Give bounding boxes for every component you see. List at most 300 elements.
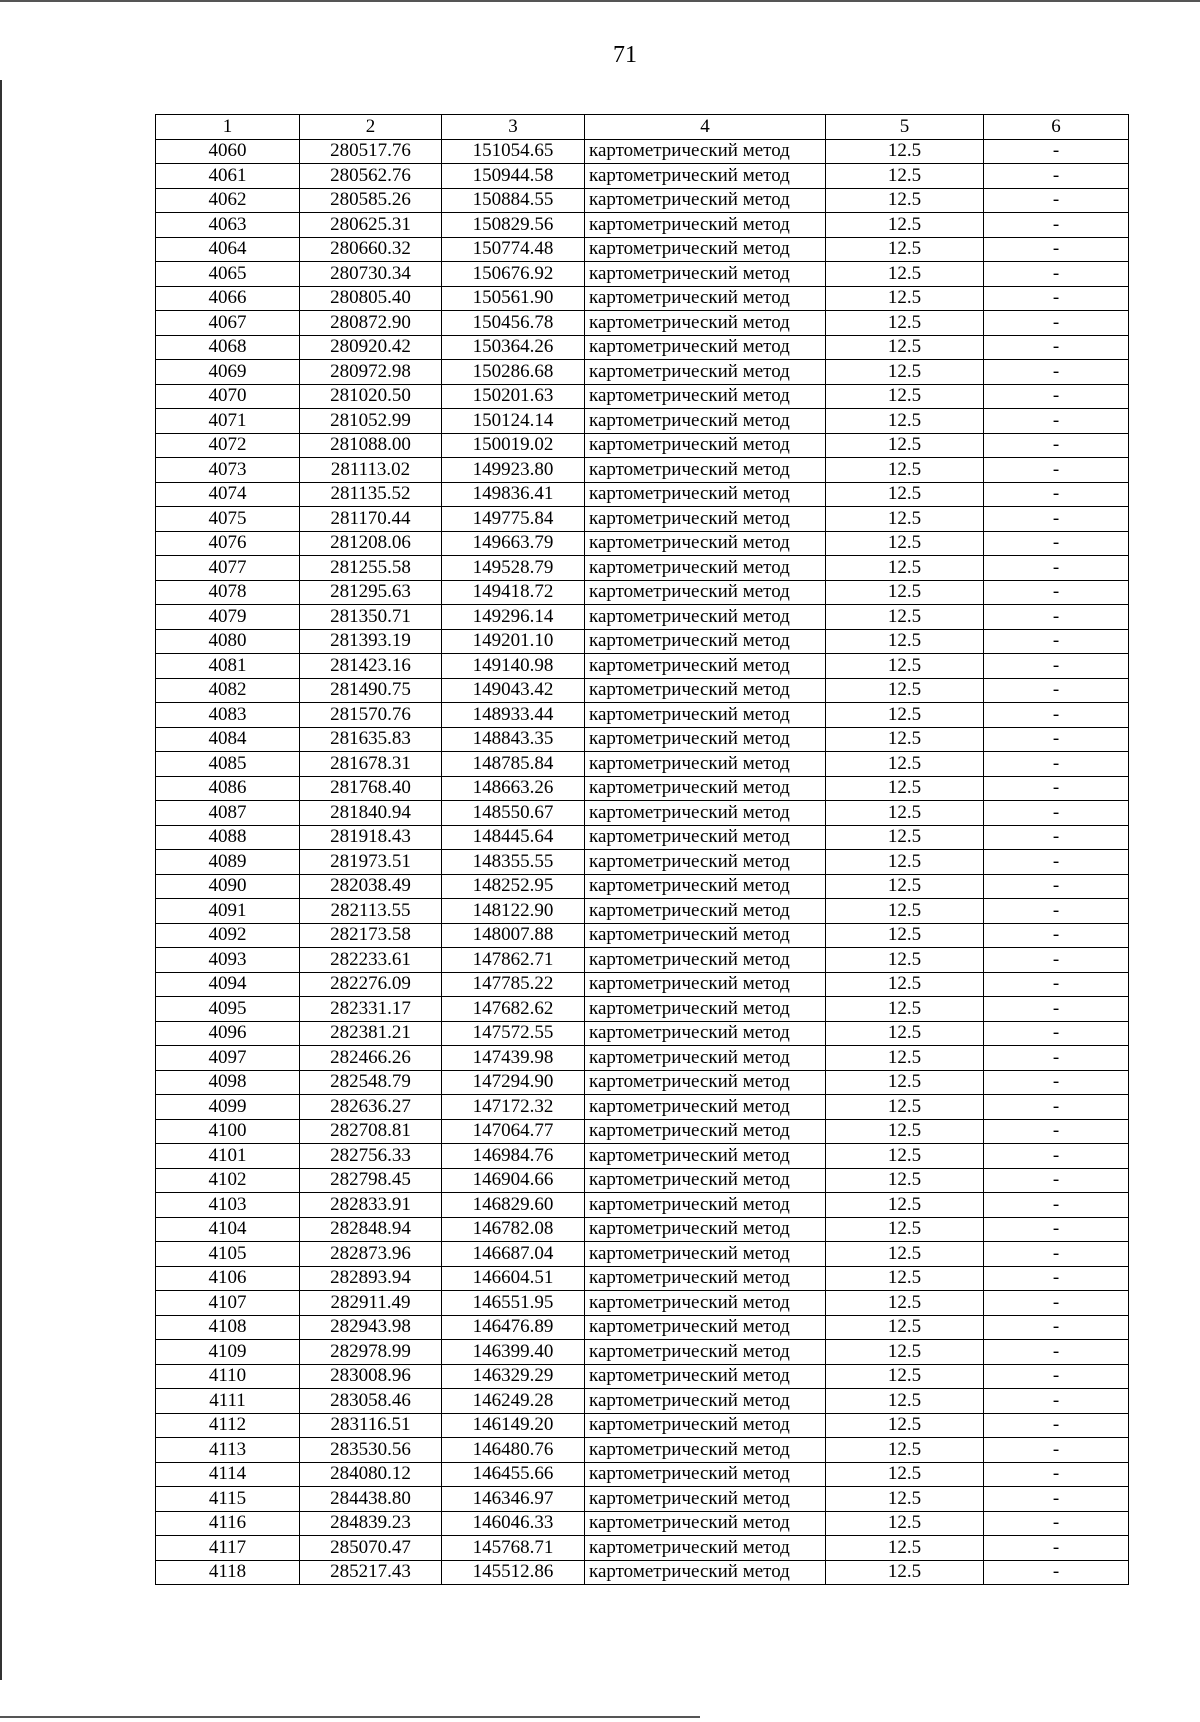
dash-cell: - — [984, 1193, 1129, 1218]
header-cell-6: 6 — [984, 115, 1129, 140]
accuracy-cell: 12.5 — [826, 1560, 984, 1585]
accuracy-cell: 12.5 — [826, 997, 984, 1022]
x-coordinate-cell: 280972.98 — [300, 360, 442, 385]
header-cell-4: 4 — [585, 115, 826, 140]
point-number-cell: 4080 — [156, 629, 300, 654]
table-row — [156, 1046, 1129, 1071]
method-cell: картометрический метод — [585, 335, 826, 360]
y-coordinate-cell: 148445.64 — [442, 825, 585, 850]
accuracy-cell: 12.5 — [826, 1315, 984, 1340]
dash-cell: - — [984, 507, 1129, 532]
table-row — [156, 678, 1129, 703]
method-cell: картометрический метод — [585, 237, 826, 262]
table-row — [156, 1291, 1129, 1316]
method-cell: картометрический метод — [585, 139, 826, 164]
x-coordinate-cell: 281570.76 — [300, 703, 442, 728]
y-coordinate-cell: 149836.41 — [442, 482, 585, 507]
x-coordinate-cell: 282756.33 — [300, 1144, 442, 1169]
dash-cell: - — [984, 139, 1129, 164]
y-coordinate-cell: 149418.72 — [442, 580, 585, 605]
x-coordinate-cell: 282173.58 — [300, 923, 442, 948]
x-coordinate-cell: 282873.96 — [300, 1242, 442, 1267]
y-coordinate-cell: 146046.33 — [442, 1511, 585, 1536]
point-number-cell: 4093 — [156, 948, 300, 973]
method-cell: картометрический метод — [585, 556, 826, 581]
table-row — [156, 1340, 1129, 1365]
point-number-cell: 4065 — [156, 262, 300, 287]
table-row — [156, 1438, 1129, 1463]
table-row — [156, 311, 1129, 336]
method-cell: картометрический метод — [585, 507, 826, 532]
table-row — [156, 923, 1129, 948]
point-number-cell: 4110 — [156, 1364, 300, 1389]
dash-cell: - — [984, 1487, 1129, 1512]
x-coordinate-cell: 282636.27 — [300, 1095, 442, 1120]
dash-cell: - — [984, 727, 1129, 752]
accuracy-cell: 12.5 — [826, 556, 984, 581]
table-row — [156, 384, 1129, 409]
y-coordinate-cell: 150364.26 — [442, 335, 585, 360]
point-number-cell: 4090 — [156, 874, 300, 899]
table-row — [156, 262, 1129, 287]
x-coordinate-cell: 282833.91 — [300, 1193, 442, 1218]
x-coordinate-cell: 282381.21 — [300, 1021, 442, 1046]
point-number-cell: 4112 — [156, 1413, 300, 1438]
y-coordinate-cell: 150019.02 — [442, 433, 585, 458]
accuracy-cell: 12.5 — [826, 605, 984, 630]
y-coordinate-cell: 146480.76 — [442, 1438, 585, 1463]
method-cell: картометрический метод — [585, 678, 826, 703]
x-coordinate-cell: 282911.49 — [300, 1291, 442, 1316]
table-row — [156, 1560, 1129, 1585]
method-cell: картометрический метод — [585, 605, 826, 630]
accuracy-cell: 12.5 — [826, 923, 984, 948]
point-number-cell: 4086 — [156, 776, 300, 801]
y-coordinate-cell: 148122.90 — [442, 899, 585, 924]
x-coordinate-cell: 281393.19 — [300, 629, 442, 654]
y-coordinate-cell: 147682.62 — [442, 997, 585, 1022]
dash-cell: - — [984, 1266, 1129, 1291]
point-number-cell: 4099 — [156, 1095, 300, 1120]
dash-cell: - — [984, 1413, 1129, 1438]
dash-cell: - — [984, 1119, 1129, 1144]
dash-cell: - — [984, 188, 1129, 213]
accuracy-cell: 12.5 — [826, 458, 984, 483]
method-cell: картометрический метод — [585, 1242, 826, 1267]
x-coordinate-cell: 281918.43 — [300, 825, 442, 850]
y-coordinate-cell: 148550.67 — [442, 801, 585, 826]
method-cell: картометрический метод — [585, 1144, 826, 1169]
header-cell-1: 1 — [156, 115, 300, 140]
point-number-cell: 4104 — [156, 1217, 300, 1242]
dash-cell: - — [984, 1462, 1129, 1487]
method-cell: картометрический метод — [585, 531, 826, 556]
x-coordinate-cell: 280920.42 — [300, 335, 442, 360]
dash-cell: - — [984, 801, 1129, 826]
y-coordinate-cell: 148785.84 — [442, 752, 585, 777]
dash-cell: - — [984, 335, 1129, 360]
accuracy-cell: 12.5 — [826, 1070, 984, 1095]
method-cell: картометрический метод — [585, 1168, 826, 1193]
table-row — [156, 213, 1129, 238]
method-cell: картометрический метод — [585, 1536, 826, 1561]
accuracy-cell: 12.5 — [826, 678, 984, 703]
method-cell: картометрический метод — [585, 384, 826, 409]
dash-cell: - — [984, 1560, 1129, 1585]
dash-cell: - — [984, 286, 1129, 311]
dash-cell: - — [984, 923, 1129, 948]
point-number-cell: 4082 — [156, 678, 300, 703]
accuracy-cell: 12.5 — [826, 899, 984, 924]
table-row — [156, 458, 1129, 483]
x-coordinate-cell: 282233.61 — [300, 948, 442, 973]
method-cell: картометрический метод — [585, 1021, 826, 1046]
point-number-cell: 4100 — [156, 1119, 300, 1144]
point-number-cell: 4069 — [156, 360, 300, 385]
y-coordinate-cell: 150286.68 — [442, 360, 585, 385]
scan-edge-left — [0, 80, 2, 1680]
method-cell: картометрический метод — [585, 1046, 826, 1071]
x-coordinate-cell: 281113.02 — [300, 458, 442, 483]
dash-cell: - — [984, 531, 1129, 556]
y-coordinate-cell: 145512.86 — [442, 1560, 585, 1585]
point-number-cell: 4077 — [156, 556, 300, 581]
accuracy-cell: 12.5 — [826, 1438, 984, 1463]
method-cell: картометрический метод — [585, 1413, 826, 1438]
dash-cell: - — [984, 213, 1129, 238]
y-coordinate-cell: 148252.95 — [442, 874, 585, 899]
y-coordinate-cell: 146329.29 — [442, 1364, 585, 1389]
dash-cell: - — [984, 874, 1129, 899]
dash-cell: - — [984, 1144, 1129, 1169]
dash-cell: - — [984, 1389, 1129, 1414]
x-coordinate-cell: 283008.96 — [300, 1364, 442, 1389]
y-coordinate-cell: 149043.42 — [442, 678, 585, 703]
table-body — [156, 139, 1129, 1585]
y-coordinate-cell: 146604.51 — [442, 1266, 585, 1291]
y-coordinate-cell: 146249.28 — [442, 1389, 585, 1414]
y-coordinate-cell: 147064.77 — [442, 1119, 585, 1144]
point-number-cell: 4109 — [156, 1340, 300, 1365]
method-cell: картометрический метод — [585, 1217, 826, 1242]
point-number-cell: 4072 — [156, 433, 300, 458]
accuracy-cell: 12.5 — [826, 311, 984, 336]
accuracy-cell: 12.5 — [826, 335, 984, 360]
x-coordinate-cell: 282798.45 — [300, 1168, 442, 1193]
y-coordinate-cell: 145768.71 — [442, 1536, 585, 1561]
header-cell-5: 5 — [826, 115, 984, 140]
method-cell: картометрический метод — [585, 972, 826, 997]
y-coordinate-cell: 150829.56 — [442, 213, 585, 238]
y-coordinate-cell: 148663.26 — [442, 776, 585, 801]
accuracy-cell: 12.5 — [826, 286, 984, 311]
coordinates-table — [155, 114, 1129, 1585]
accuracy-cell: 12.5 — [826, 1193, 984, 1218]
y-coordinate-cell: 149296.14 — [442, 605, 585, 630]
point-number-cell: 4087 — [156, 801, 300, 826]
point-number-cell: 4078 — [156, 580, 300, 605]
x-coordinate-cell: 285217.43 — [300, 1560, 442, 1585]
y-coordinate-cell: 146829.60 — [442, 1193, 585, 1218]
y-coordinate-cell: 150561.90 — [442, 286, 585, 311]
table-row — [156, 997, 1129, 1022]
point-number-cell: 4098 — [156, 1070, 300, 1095]
x-coordinate-cell: 280625.31 — [300, 213, 442, 238]
x-coordinate-cell: 281973.51 — [300, 850, 442, 875]
dash-cell: - — [984, 1046, 1129, 1071]
table-row — [156, 899, 1129, 924]
point-number-cell: 4070 — [156, 384, 300, 409]
accuracy-cell: 12.5 — [826, 384, 984, 409]
table-row — [156, 972, 1129, 997]
accuracy-cell: 12.5 — [826, 727, 984, 752]
point-number-cell: 4113 — [156, 1438, 300, 1463]
point-number-cell: 4107 — [156, 1291, 300, 1316]
method-cell: картометрический метод — [585, 213, 826, 238]
table-row — [156, 703, 1129, 728]
y-coordinate-cell: 150201.63 — [442, 384, 585, 409]
table-row — [156, 1511, 1129, 1536]
dash-cell: - — [984, 237, 1129, 262]
method-cell: картометрический метод — [585, 801, 826, 826]
x-coordinate-cell: 280872.90 — [300, 311, 442, 336]
table-row — [156, 874, 1129, 899]
x-coordinate-cell: 283530.56 — [300, 1438, 442, 1463]
table-row — [156, 433, 1129, 458]
method-cell: картометрический метод — [585, 850, 826, 875]
point-number-cell: 4117 — [156, 1536, 300, 1561]
accuracy-cell: 12.5 — [826, 1462, 984, 1487]
x-coordinate-cell: 281678.31 — [300, 752, 442, 777]
y-coordinate-cell: 148007.88 — [442, 923, 585, 948]
x-coordinate-cell: 282466.26 — [300, 1046, 442, 1071]
accuracy-cell: 12.5 — [826, 948, 984, 973]
accuracy-cell: 12.5 — [826, 654, 984, 679]
table-row — [156, 1487, 1129, 1512]
dash-cell: - — [984, 1070, 1129, 1095]
point-number-cell: 4085 — [156, 752, 300, 777]
dash-cell: - — [984, 580, 1129, 605]
dash-cell: - — [984, 433, 1129, 458]
table-row — [156, 482, 1129, 507]
method-cell: картометрический метод — [585, 825, 826, 850]
point-number-cell: 4116 — [156, 1511, 300, 1536]
point-number-cell: 4064 — [156, 237, 300, 262]
dash-cell: - — [984, 360, 1129, 385]
accuracy-cell: 12.5 — [826, 1046, 984, 1071]
y-coordinate-cell: 148843.35 — [442, 727, 585, 752]
table-row — [156, 776, 1129, 801]
method-cell: картометрический метод — [585, 482, 826, 507]
table-row — [156, 850, 1129, 875]
method-cell: картометрический метод — [585, 580, 826, 605]
point-number-cell: 4102 — [156, 1168, 300, 1193]
y-coordinate-cell: 146455.66 — [442, 1462, 585, 1487]
x-coordinate-cell: 281135.52 — [300, 482, 442, 507]
y-coordinate-cell: 148933.44 — [442, 703, 585, 728]
table-row — [156, 1462, 1129, 1487]
y-coordinate-cell: 146476.89 — [442, 1315, 585, 1340]
table-row — [156, 1070, 1129, 1095]
x-coordinate-cell: 284839.23 — [300, 1511, 442, 1536]
method-cell: картометрический метод — [585, 311, 826, 336]
y-coordinate-cell: 146782.08 — [442, 1217, 585, 1242]
accuracy-cell: 12.5 — [826, 703, 984, 728]
table-row — [156, 654, 1129, 679]
method-cell: картометрический метод — [585, 1193, 826, 1218]
point-number-cell: 4061 — [156, 164, 300, 189]
table-row — [156, 139, 1129, 164]
table-row — [156, 286, 1129, 311]
accuracy-cell: 12.5 — [826, 850, 984, 875]
y-coordinate-cell: 150884.55 — [442, 188, 585, 213]
x-coordinate-cell: 280805.40 — [300, 286, 442, 311]
x-coordinate-cell: 283058.46 — [300, 1389, 442, 1414]
dash-cell: - — [984, 164, 1129, 189]
y-coordinate-cell: 150456.78 — [442, 311, 585, 336]
dash-cell: - — [984, 1340, 1129, 1365]
table-row — [156, 335, 1129, 360]
point-number-cell: 4105 — [156, 1242, 300, 1267]
x-coordinate-cell: 281020.50 — [300, 384, 442, 409]
page-number: 71 — [613, 42, 637, 68]
table-row — [156, 1193, 1129, 1218]
x-coordinate-cell: 282848.94 — [300, 1217, 442, 1242]
point-number-cell: 4091 — [156, 899, 300, 924]
table-row — [156, 164, 1129, 189]
x-coordinate-cell: 281170.44 — [300, 507, 442, 532]
table-row — [156, 1095, 1129, 1120]
method-cell: картометрический метод — [585, 409, 826, 434]
y-coordinate-cell: 147439.98 — [442, 1046, 585, 1071]
table-row — [156, 1413, 1129, 1438]
y-coordinate-cell: 147294.90 — [442, 1070, 585, 1095]
table-row — [156, 1364, 1129, 1389]
dash-cell: - — [984, 629, 1129, 654]
x-coordinate-cell: 280562.76 — [300, 164, 442, 189]
point-number-cell: 4083 — [156, 703, 300, 728]
accuracy-cell: 12.5 — [826, 1266, 984, 1291]
accuracy-cell: 12.5 — [826, 262, 984, 287]
accuracy-cell: 12.5 — [826, 1021, 984, 1046]
method-cell: картометрический метод — [585, 1266, 826, 1291]
point-number-cell: 4060 — [156, 139, 300, 164]
accuracy-cell: 12.5 — [826, 1119, 984, 1144]
x-coordinate-cell: 281490.75 — [300, 678, 442, 703]
point-number-cell: 4079 — [156, 605, 300, 630]
point-number-cell: 4103 — [156, 1193, 300, 1218]
accuracy-cell: 12.5 — [826, 1168, 984, 1193]
x-coordinate-cell: 283116.51 — [300, 1413, 442, 1438]
y-coordinate-cell: 146904.66 — [442, 1168, 585, 1193]
y-coordinate-cell: 149663.79 — [442, 531, 585, 556]
table-row — [156, 1242, 1129, 1267]
x-coordinate-cell: 284080.12 — [300, 1462, 442, 1487]
dash-cell: - — [984, 482, 1129, 507]
table-row — [156, 1021, 1129, 1046]
accuracy-cell: 12.5 — [826, 1144, 984, 1169]
y-coordinate-cell: 147785.22 — [442, 972, 585, 997]
y-coordinate-cell: 149528.79 — [442, 556, 585, 581]
dash-cell: - — [984, 678, 1129, 703]
method-cell: картометрический метод — [585, 262, 826, 287]
point-number-cell: 4095 — [156, 997, 300, 1022]
y-coordinate-cell: 146551.95 — [442, 1291, 585, 1316]
x-coordinate-cell: 280517.76 — [300, 139, 442, 164]
y-coordinate-cell: 150676.92 — [442, 262, 585, 287]
accuracy-cell: 12.5 — [826, 1340, 984, 1365]
y-coordinate-cell: 149775.84 — [442, 507, 585, 532]
y-coordinate-cell: 146399.40 — [442, 1340, 585, 1365]
accuracy-cell: 12.5 — [826, 507, 984, 532]
point-number-cell: 4073 — [156, 458, 300, 483]
method-cell: картометрический метод — [585, 433, 826, 458]
accuracy-cell: 12.5 — [826, 629, 984, 654]
dash-cell: - — [984, 899, 1129, 924]
accuracy-cell: 12.5 — [826, 1511, 984, 1536]
x-coordinate-cell: 281768.40 — [300, 776, 442, 801]
method-cell: картометрический метод — [585, 654, 826, 679]
point-number-cell: 4108 — [156, 1315, 300, 1340]
accuracy-cell: 12.5 — [826, 188, 984, 213]
accuracy-cell: 12.5 — [826, 1242, 984, 1267]
table-row — [156, 1217, 1129, 1242]
dash-cell: - — [984, 458, 1129, 483]
y-coordinate-cell: 150124.14 — [442, 409, 585, 434]
point-number-cell: 4067 — [156, 311, 300, 336]
y-coordinate-cell: 148355.55 — [442, 850, 585, 875]
y-coordinate-cell: 147862.71 — [442, 948, 585, 973]
y-coordinate-cell: 146687.04 — [442, 1242, 585, 1267]
dash-cell: - — [984, 825, 1129, 850]
table-row — [156, 556, 1129, 581]
point-number-cell: 4071 — [156, 409, 300, 434]
method-cell: картометрический метод — [585, 629, 826, 654]
dash-cell: - — [984, 1315, 1129, 1340]
x-coordinate-cell: 281350.71 — [300, 605, 442, 630]
y-coordinate-cell: 150774.48 — [442, 237, 585, 262]
table-row — [156, 948, 1129, 973]
method-cell: картометрический метод — [585, 1438, 826, 1463]
y-coordinate-cell: 146346.97 — [442, 1487, 585, 1512]
point-number-cell: 4094 — [156, 972, 300, 997]
method-cell: картометрический метод — [585, 1119, 826, 1144]
dash-cell: - — [984, 1291, 1129, 1316]
point-number-cell: 4096 — [156, 1021, 300, 1046]
accuracy-cell: 12.5 — [826, 482, 984, 507]
method-cell: картометрический метод — [585, 1291, 826, 1316]
table-row — [156, 409, 1129, 434]
method-cell: картометрический метод — [585, 458, 826, 483]
point-number-cell: 4118 — [156, 1560, 300, 1585]
method-cell: картометрический метод — [585, 1389, 826, 1414]
x-coordinate-cell: 282548.79 — [300, 1070, 442, 1095]
accuracy-cell: 12.5 — [826, 360, 984, 385]
accuracy-cell: 12.5 — [826, 237, 984, 262]
table-row — [156, 1144, 1129, 1169]
dash-cell: - — [984, 1536, 1129, 1561]
method-cell: картометрический метод — [585, 776, 826, 801]
dash-cell: - — [984, 1217, 1129, 1242]
x-coordinate-cell: 281208.06 — [300, 531, 442, 556]
table-row — [156, 1266, 1129, 1291]
x-coordinate-cell: 282113.55 — [300, 899, 442, 924]
header-cell-3: 3 — [442, 115, 585, 140]
method-cell: картометрический метод — [585, 1462, 826, 1487]
dash-cell: - — [984, 262, 1129, 287]
accuracy-cell: 12.5 — [826, 1095, 984, 1120]
dash-cell: - — [984, 1021, 1129, 1046]
